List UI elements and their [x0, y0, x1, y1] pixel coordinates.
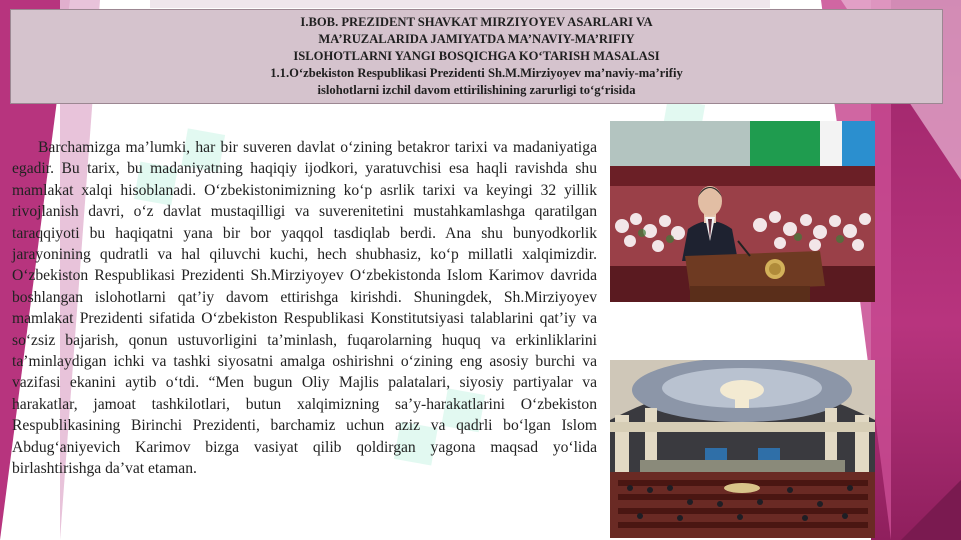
parliament-hall-photo — [610, 360, 875, 538]
title-line: MA’RUZALARIDA JAMIYATDA MA’NAVIY-MA’RIFIY — [318, 32, 635, 46]
top-divider — [150, 0, 770, 8]
title-line: I.BOB. PREZIDENT SHAVKAT MIRZIYOYEV ASARLARI VA — [300, 15, 653, 29]
president-speaking-photo — [610, 121, 875, 302]
body-paragraph: Barchamizga ma’lumki, har bir suveren davlat o‘zining betakror tarixi va madaniyatiga egadir. Bu tarix, bu madaniyatning haqiqiy ijodkori, yaratuvchisi esa haqli ravishda shu mamlakat xalqi hisoblanadi. O‘zbekistonimizning ko‘p asrlik tarixi va keyingi 32 yillik rivojlanish davri, o‘z davlat mustaqilligi va suverenitetini mustahkamlashga qaratilgan taraqqiyoti bu haqiqatni yana bir bor yaqqol tasdiqlab berdi. Ana shu bunyodkorlik jarayonining qudratli va hal qiluvchi kuchi, hech shubhasiz, ko‘p millatli xalqimizdir. O‘zbekiston Respublikasi Prezidenti Sh.Mirziyoyev O‘zbekistonda Islom Karimov davrida boshlangan islohotlarni qat’iy davom ettirishga kirishdi. Shuningdek, Sh.Mirziyoyev mamlakat Prezidenti sifatida O‘zbekiston Respublikasi Konstitutsiyasi talablarini qat’iy va so‘zsiz bajarish, qonun ustuvorligini ta’minlash, fuqarolarning huquq va erkinliklarini ta’minlaydigan ichki va tashki siyosatni amalga oshirishni o‘zining eng asosiy burchi va vazifasi ekanini aytib o‘tdi. “Men bugun Oliy Majlis palatalari, siyosiy partiyalar va harakatlar, jamoat tashkilotlari, butun xalqimizning sa’y-harakatlarini O‘zbekiston Respublikasining Birinchi Prezidenti, barchamiz uchun aziz va qadrli bo‘lgan Islom Abdug‘aniyevich Karimov bizga vasiyat qilib qoldirgan yagona maqsad yo‘lida birlashtirishga da’vat etaman. — [12, 139, 597, 478]
watermark-graphic: ◆◆ — [366, 354, 509, 488]
bottom-corner-shape — [901, 480, 961, 540]
subtitle-line: islohotlarni izchil davom ettirilishining zarurligi to‘g‘risida — [317, 83, 636, 97]
title-line: ISLOHOTLARNI YANGI BOSQICHGA KO‘TARISH MASALASI — [293, 49, 660, 63]
watermark-graphic: ◆◆ — [106, 94, 249, 228]
subtitle-line: 1.1.O‘zbekiston Respublikasi Prezidenti Sh.M.Mirziyoyev ma’naviy-ma’rifiy — [270, 66, 683, 80]
slide-title-box — [10, 9, 943, 104]
